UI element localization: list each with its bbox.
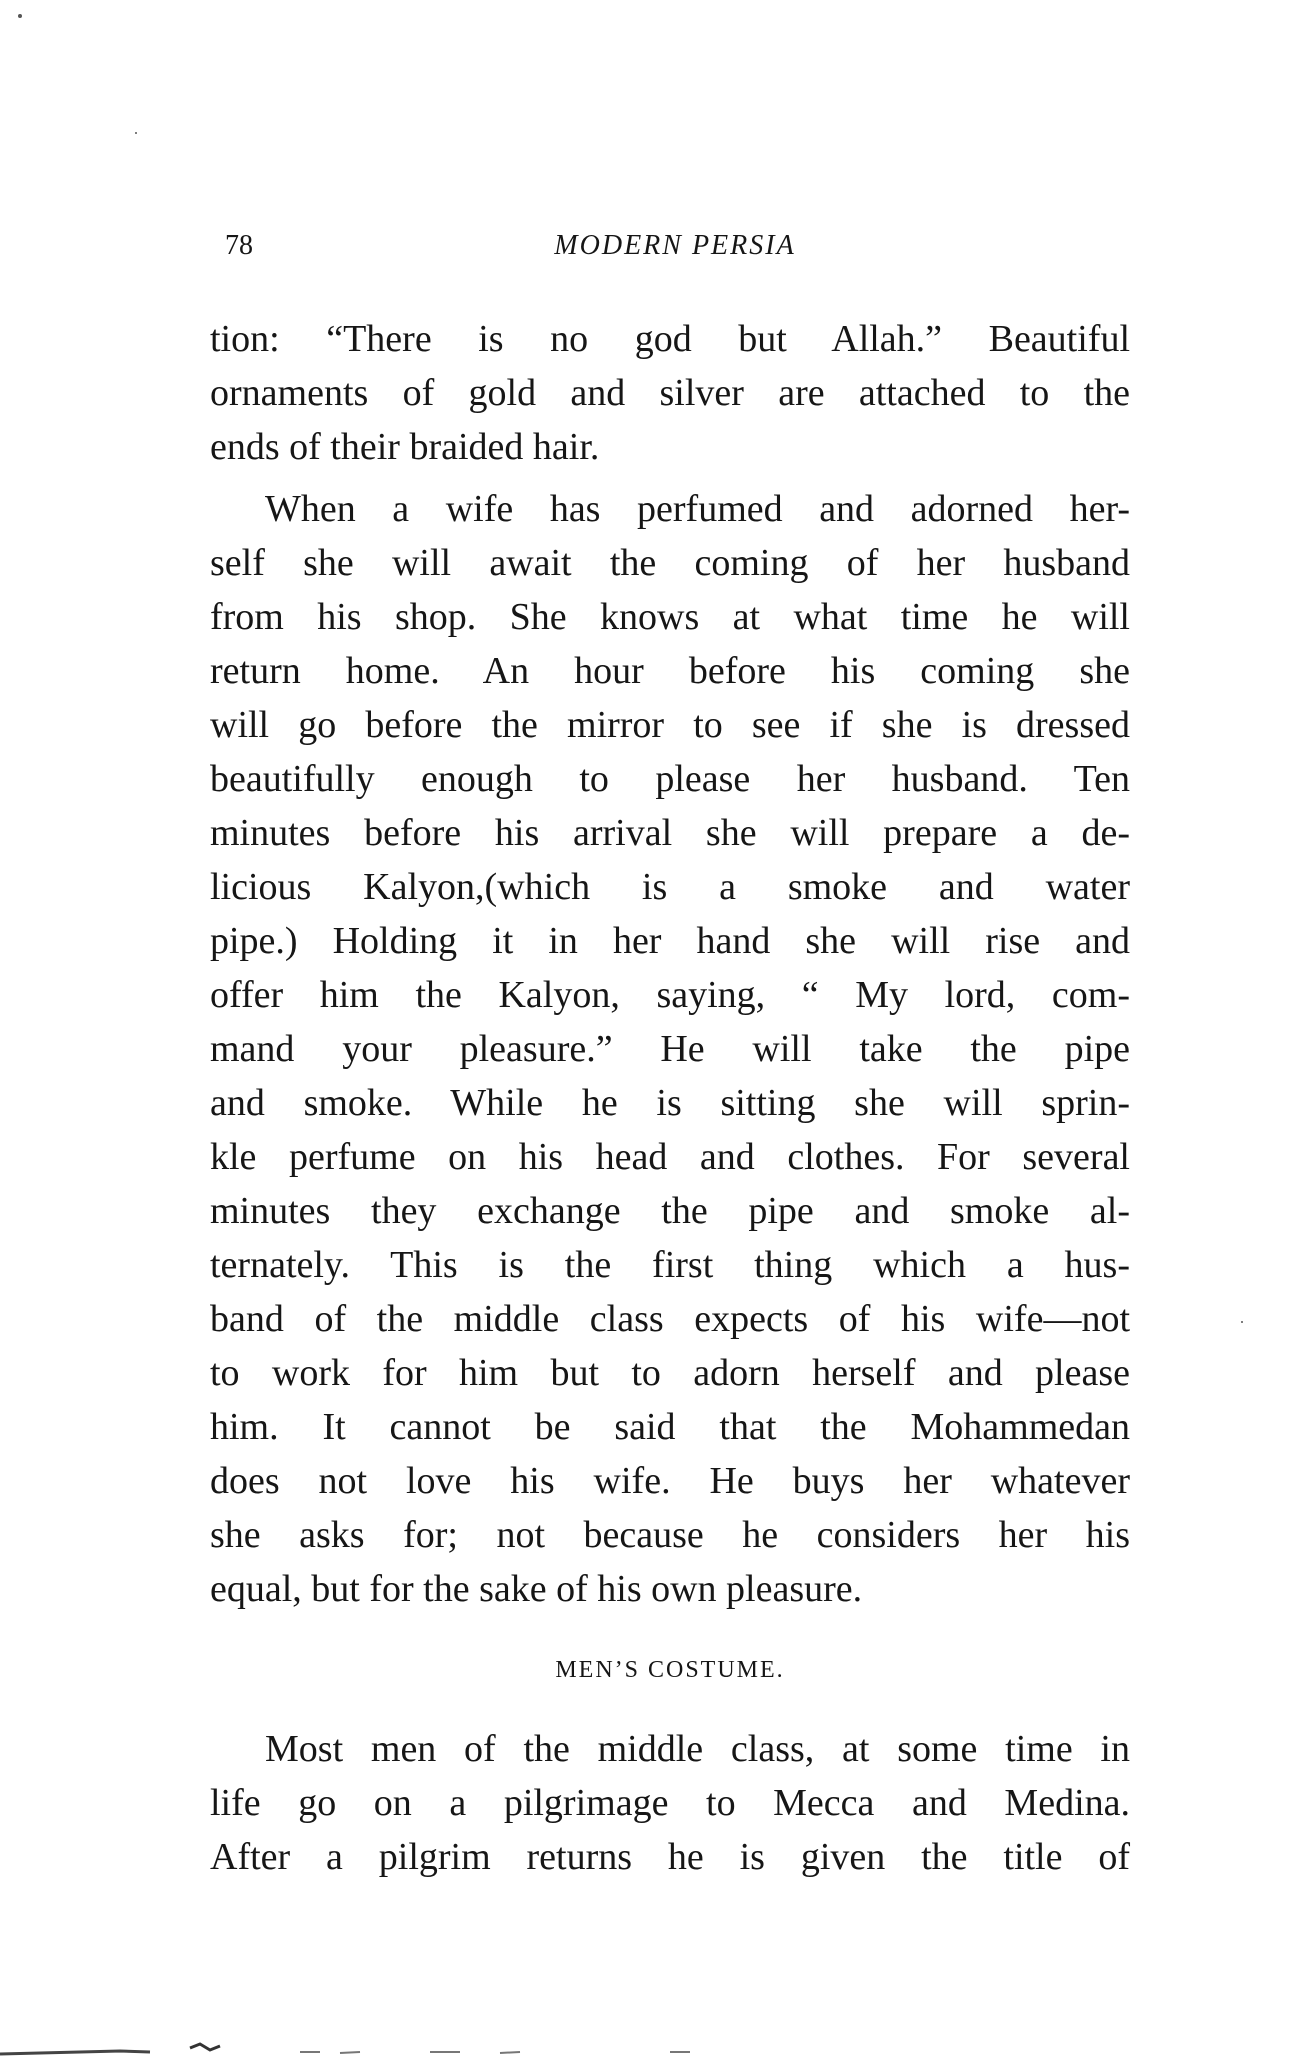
text-line: ornaments of gold and silver are attached to the — [210, 372, 1130, 414]
text-line: return home. An hour before his coming she — [210, 650, 1130, 692]
text-line: Most men of the middle class, at some time in — [265, 1728, 1130, 1770]
text-line: equal, but for the sake of his own pleasure. — [210, 1568, 863, 1610]
text-line: mand your pleasure.” He will take the pipe — [210, 1028, 1130, 1070]
paragraph-1 — [210, 312, 1130, 474]
scan-speck — [18, 14, 22, 18]
text-line: minutes they exchange the pipe and smoke al- — [210, 1190, 1130, 1232]
text-line: licious Kalyon,(which is a smoke and water — [210, 866, 1130, 908]
text-line: minutes before his arrival she will prepare a de- — [210, 812, 1130, 854]
body-text — [210, 312, 1130, 1616]
text-line: After a pilgrim returns he is given the title of — [210, 1836, 1130, 1878]
text-line: pipe.) Holding it in her hand she will rise and — [210, 920, 1130, 962]
scan-speck — [135, 132, 137, 134]
text-line: kle perfume on his head and clothes. For several — [210, 1136, 1130, 1178]
section-heading: MEN’S COSTUME. — [555, 1657, 785, 1683]
text-line: self she will await the coming of her husband — [210, 542, 1130, 584]
text-line: from his shop. She knows at what time he will — [210, 596, 1130, 638]
text-line: beautifully enough to please her husband. Ten — [210, 758, 1130, 800]
text-line: When a wife has perfumed and adorned her- — [265, 488, 1130, 530]
text-line: ternately. This is the first thing which a hus- — [210, 1244, 1130, 1286]
text-line: tion: “There is no god but Allah.” Beautiful — [210, 318, 1130, 360]
text-line: band of the middle class expects of his wife—not — [210, 1298, 1130, 1340]
section-paragraph — [210, 1722, 1130, 1884]
scan-speck — [1241, 1321, 1243, 1323]
running-title: MODERN PERSIA — [554, 230, 796, 261]
text-line: does not love his wife. He buys her whatever — [210, 1460, 1130, 1502]
text-line: to work for him but to adorn herself and please — [210, 1352, 1130, 1394]
scan-smudge — [0, 2040, 700, 2060]
text-line: will go before the mirror to see if she is dressed — [210, 704, 1130, 746]
text-line: ends of their braided hair. — [210, 426, 600, 468]
page-number: 78 — [225, 230, 253, 261]
text-line: him. It cannot be said that the Mohammedan — [210, 1406, 1130, 1448]
text-line: life go on a pilgrimage to Mecca and Medina. — [210, 1782, 1130, 1824]
text-line: and smoke. While he is sitting she will sprin- — [210, 1082, 1130, 1124]
paragraph-2 — [210, 482, 1130, 1616]
text-line: she asks for; not because he considers her his — [210, 1514, 1130, 1556]
text-line: offer him the Kalyon, saying, “ My lord, com- — [210, 974, 1130, 1016]
page-header — [225, 230, 1125, 276]
